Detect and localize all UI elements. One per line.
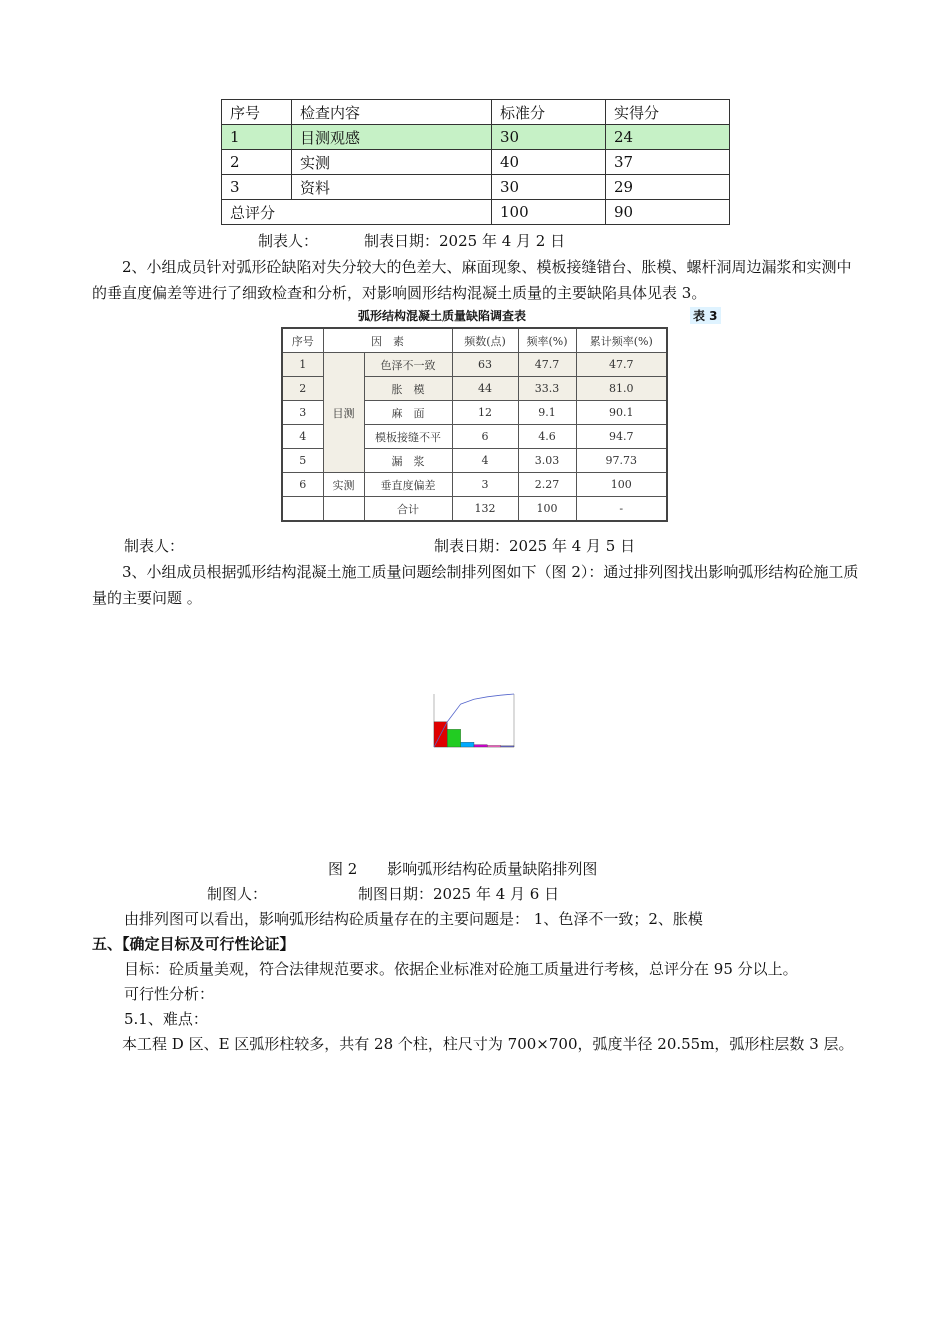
total-count: 132: [452, 497, 518, 522]
header-cell: 序号: [282, 328, 323, 353]
header-cell: 因 素: [323, 328, 452, 353]
cell: 4: [282, 425, 323, 449]
total-row: [282, 497, 667, 522]
group-measure: 实测: [323, 473, 364, 497]
cell: 漏 浆: [364, 449, 452, 473]
cell: 29: [606, 175, 730, 200]
pareto-chart: [428, 690, 520, 750]
cell: 40: [492, 150, 606, 175]
cell: 4: [452, 449, 518, 473]
cell: 33.3: [518, 377, 576, 401]
cell: 1: [282, 353, 323, 377]
total-cum: -: [576, 497, 667, 522]
table3-maker: 制表人：: [124, 537, 185, 555]
total-actual: 90: [606, 200, 730, 225]
table3-caption: 弧形结构混凝土质量缺陷调查表: [358, 309, 527, 323]
feasibility-label: 可行性分析：: [124, 985, 215, 1003]
difficulty-label: 5.1、难点：: [124, 1010, 208, 1028]
table1-date: 制表日期：2025 年 4 月 2 日: [364, 232, 566, 250]
total-label: 合计: [364, 497, 452, 522]
cell: 90.1: [576, 401, 667, 425]
cell: 3: [282, 401, 323, 425]
table-row: [282, 353, 667, 377]
score-table: [221, 99, 730, 225]
table3-tag: 表 3: [690, 307, 721, 324]
cell: 6: [282, 473, 323, 497]
cell: 实测: [292, 150, 492, 175]
header-cell: 序号: [222, 100, 292, 125]
defect-table: [281, 327, 668, 522]
table1-maker: 制表人：: [258, 232, 319, 250]
header-cell: 累计频率(%): [576, 328, 667, 353]
pareto-bar: [487, 745, 500, 747]
difficulty-body: 本工程 D 区、E 区弧形柱较多，共有 28 个柱，柱尺寸为 700×700，弧度半径 20.55m，弧形柱层数 3 层。: [122, 1035, 854, 1053]
cell: 24: [606, 125, 730, 150]
conclusion: 由排列图可以看出，影响弧形结构砼质量存在的主要问题是： 1、色泽不一致；2、胀模: [124, 910, 703, 928]
cell: 2: [282, 377, 323, 401]
cell: 资料: [292, 175, 492, 200]
cell: 12: [452, 401, 518, 425]
cell: 30: [492, 125, 606, 150]
cell: 63: [452, 353, 518, 377]
cell: 44: [452, 377, 518, 401]
cell: 81.0: [576, 377, 667, 401]
cell: 色泽不一致: [364, 353, 452, 377]
figure-date: 制图日期：2025 年 4 月 6 日: [358, 885, 560, 903]
table3-date: 制表日期：2025 年 4 月 5 日: [434, 537, 636, 555]
cell: 3: [452, 473, 518, 497]
table-row: [222, 150, 730, 175]
pareto-bar: [474, 745, 487, 747]
score-table-header: [222, 100, 730, 125]
paragraph-2: 2、小组成员针对弧形砼缺陷对失分较大的色差大、麻面现象、模板接缝错台、胀模、螺杆洞周边漏浆和实测中的垂直度偏差等进行了细致检查和分析，对影响圆形结构混凝土质量的主要缺陷具体见表 3。: [92, 258, 852, 302]
header-cell: 标准分: [492, 100, 606, 125]
total-row: [222, 200, 730, 225]
pareto-bar: [447, 729, 460, 747]
cell: 100: [576, 473, 667, 497]
cell: 模板接缝不平: [364, 425, 452, 449]
cell: 2: [222, 150, 292, 175]
cell: 垂直度偏差: [364, 473, 452, 497]
cell: 47.7: [576, 353, 667, 377]
paragraph-3: 3、小组成员根据弧形结构混凝土施工质量问题绘制排列图如下（图 2）：通过排列图找出影响弧形结构砼施工质量的主要问题 。: [92, 563, 859, 607]
cell: 2.27: [518, 473, 576, 497]
goal-text: 目标：砼质量美观，符合法律规范要求。依据企业标准对砼施工质量进行考核，总评分在 95 分以上。: [124, 960, 798, 978]
figure-maker: 制图人：: [207, 885, 268, 903]
pareto-bar: [501, 746, 514, 747]
cell: 37: [606, 150, 730, 175]
cell: 麻 面: [364, 401, 452, 425]
cell: 3.03: [518, 449, 576, 473]
cell: 5: [282, 449, 323, 473]
cell: 3: [222, 175, 292, 200]
total-label: 总评分: [222, 200, 492, 225]
cell: 30: [492, 175, 606, 200]
cell: [282, 497, 323, 522]
cell: 胀 模: [364, 377, 452, 401]
header-cell: 实得分: [606, 100, 730, 125]
header-cell: 检查内容: [292, 100, 492, 125]
table-row: [222, 175, 730, 200]
header-cell: 频率(%): [518, 328, 576, 353]
total-standard: 100: [492, 200, 606, 225]
header-cell: 频数(点): [452, 328, 518, 353]
cell: 4.6: [518, 425, 576, 449]
cell: [323, 497, 364, 522]
defect-table-header: [282, 328, 667, 353]
section5-heading: 五、【确定目标及可行性论证】: [92, 935, 295, 953]
table-row: [282, 473, 667, 497]
cell: 9.1: [518, 401, 576, 425]
cell: 97.73: [576, 449, 667, 473]
figure-caption: 图 2 影响弧形结构砼质量缺陷排列图: [328, 860, 598, 878]
group-visual: 目测: [323, 353, 364, 473]
cell: 目测观感: [292, 125, 492, 150]
pareto-bar: [461, 742, 474, 747]
cell: 94.7: [576, 425, 667, 449]
cell: 6: [452, 425, 518, 449]
table-row: [222, 125, 730, 150]
cell: 1: [222, 125, 292, 150]
cell: 47.7: [518, 353, 576, 377]
total-freq: 100: [518, 497, 576, 522]
